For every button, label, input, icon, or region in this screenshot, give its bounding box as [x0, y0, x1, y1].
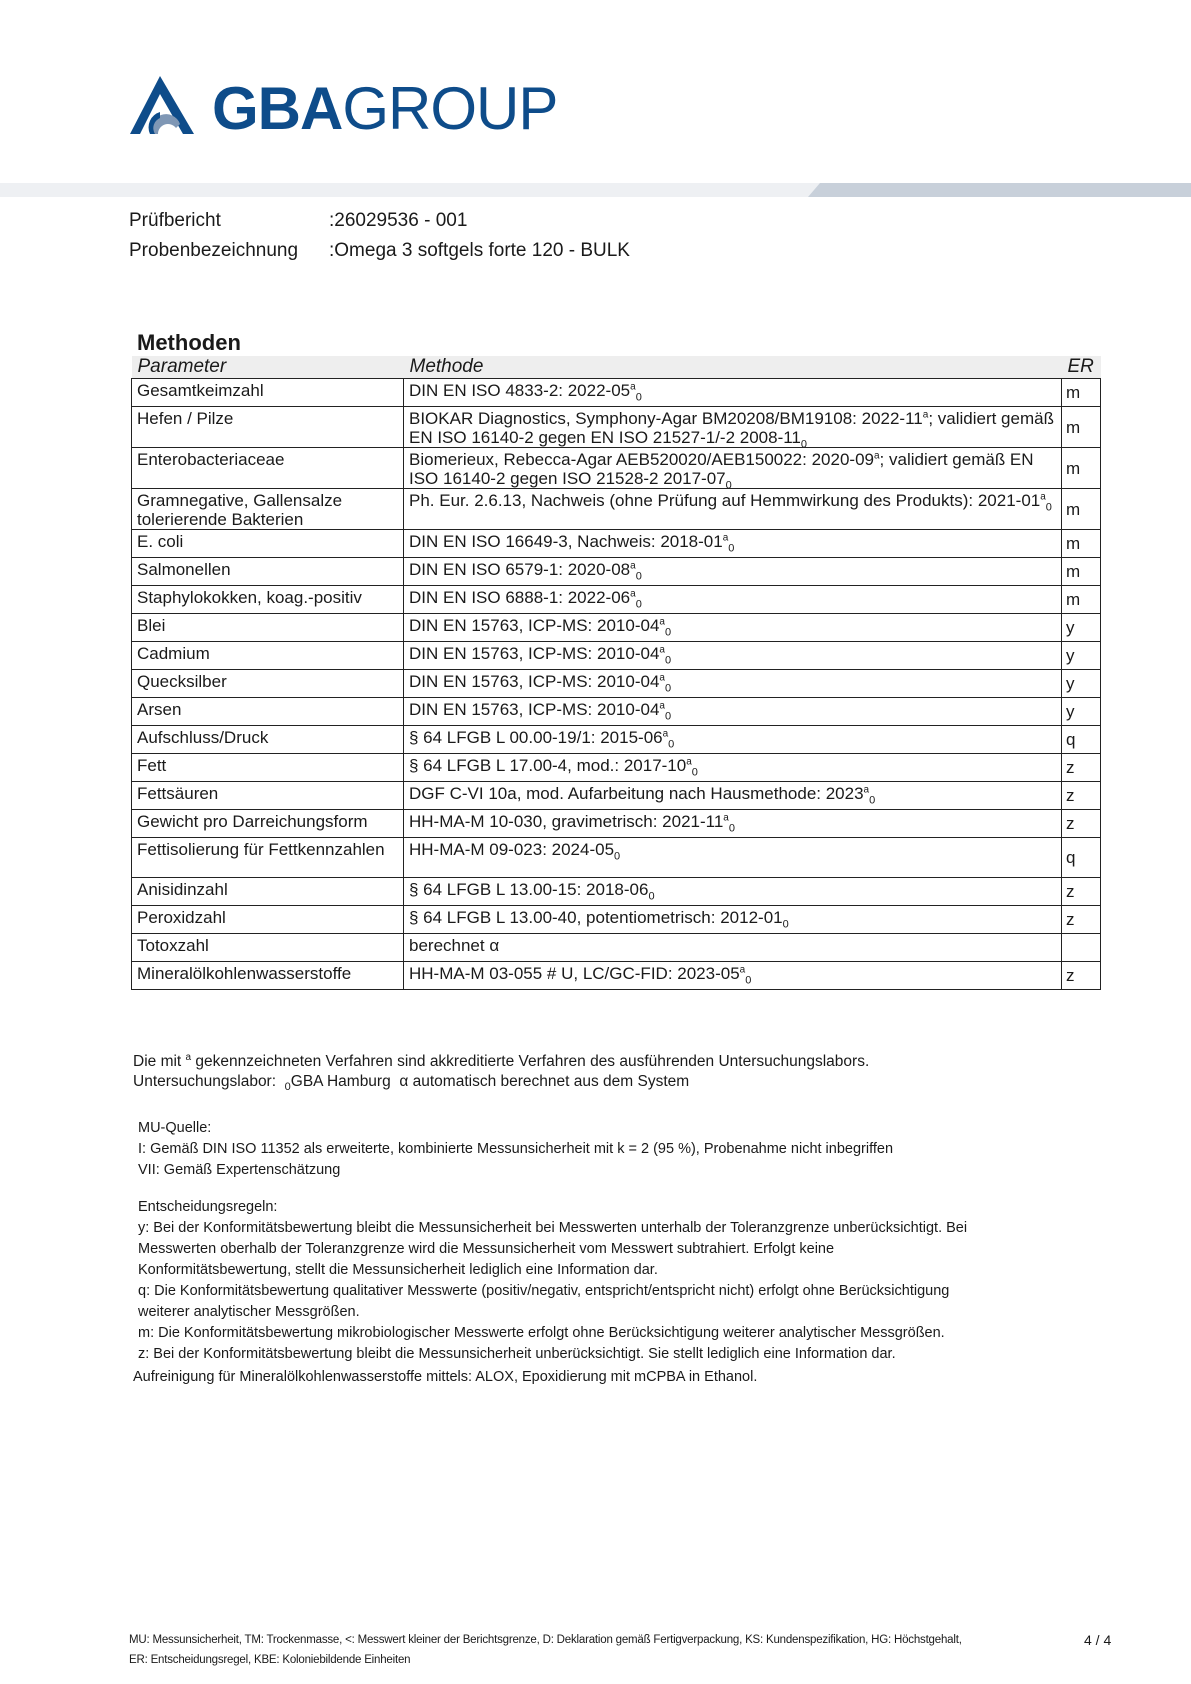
decision-rule-cell: z [1062, 878, 1101, 906]
method-cell: DIN EN 15763, ICP-MS: $2010-04^a_0$ [404, 614, 1062, 642]
method-cell: DIN EN ISO 6579-1: $2020-08^a_0$ [404, 558, 1062, 586]
method-cell: berechnet α [404, 934, 1062, 962]
method-row [132, 407, 1101, 448]
method-row [132, 489, 1101, 530]
parameter-cell: Arsen [132, 698, 404, 726]
method-row [132, 906, 1101, 934]
mu-line: VII: Gemäß Expertenschätzung [138, 1162, 341, 1178]
method-cell: § 64 LFGB L 13.00-15: $2018-06_0$ [404, 878, 1062, 906]
decision-rule-cell: m [1062, 379, 1101, 407]
logo-mark-icon [130, 76, 206, 142]
lab-index: 0 [648, 890, 655, 903]
parameter-cell: Fettisolierung für Fettkennzahlen [132, 838, 404, 878]
company-logo [130, 76, 560, 142]
lab-index: 0 [635, 391, 642, 404]
method-cell: DIN EN ISO 4833-2: $2022-05^a_0$ [404, 379, 1062, 407]
decision-rule-cell: y [1062, 670, 1101, 698]
parameter-cell: Cadmium [132, 642, 404, 670]
method-cell: BIOKAR Diagnostics, Symphony-Agar BM20208/BM19108: 2022-11$^a$; validiert gemäß EN ISO 16140-2 gegen EN ISO 21527-1/-2 $2008-11_0$ [404, 407, 1062, 448]
parameter-cell: Gramnegative, Gallensalze tolerierende Bakterien [132, 489, 404, 530]
method-cell: DIN EN 15763, ICP-MS: $2010-04^a_0$ [404, 698, 1062, 726]
parameter-cell: Mineralölkohlenwasserstoffe [132, 962, 404, 990]
method-row [132, 782, 1101, 810]
accreditation-mark: a [1040, 491, 1046, 503]
rule-line: Konformitätsbewertung, stellt die Messunsicherheit lediglich eine Information dar. [138, 1262, 658, 1278]
accreditation-mark: a [922, 409, 929, 421]
decision-rule-cell [1062, 934, 1101, 962]
accreditation-mark: a [739, 964, 746, 976]
accreditation-mark: a [630, 560, 636, 572]
rule-line: y: Bei der Konformitätsbewertung bleibt die Messunsicherheit bei Messwerten unterhalb der Toleranzgrenze unberücksichtigt. Bei [138, 1220, 968, 1236]
method-cell: Biomerieux, Rebecca-Agar AEB520020/AEB150022: 2020-09$^a$; validiert gemäß EN ISO 16140-2 gegen ISO 21528-2 $2017-07_0$ [404, 448, 1062, 489]
decision-rule-cell: m [1062, 558, 1101, 586]
accreditation-mark: a [686, 756, 692, 768]
method-cell: Ph. Eur. 2.6.13, Nachweis (ohne Prüfung auf Hemmwirkung des Produkts): $2021-01^a_0$ [404, 489, 1062, 530]
parameter-cell: Hefen / Pilze [132, 407, 404, 448]
decision-rule-cell: q [1062, 726, 1101, 754]
decision-rule-cell: z [1062, 754, 1101, 782]
decision-rule-cell: m [1062, 407, 1101, 448]
accreditation-legend [133, 1052, 869, 1092]
rule-line: Messwerten oberhalb der Toleranzgrenze wird die Messunsicherheit vom Messwert subtrahiert. Erfolgt keine [138, 1241, 835, 1257]
lab-index: 0 [664, 710, 672, 723]
decision-rule-cell: m [1062, 586, 1101, 614]
parameter-cell: Salmonellen [132, 558, 404, 586]
accreditation-mark: a [630, 381, 636, 393]
method-row [132, 878, 1101, 906]
method-cell: § 64 LFGB L 00.00-19/1: $2015-06^a_0$ [404, 726, 1062, 754]
accreditation-mark: a [659, 672, 665, 684]
parameter-cell: Fett [132, 754, 404, 782]
method-cell: DIN EN 15763, ICP-MS: $2010-04^a_0$ [404, 670, 1062, 698]
decision-rule-cell: m [1062, 530, 1101, 558]
report-label: Prüfbericht [129, 210, 221, 231]
rule-line: m: Die Konformitätsbewertung mikrobiologischer Messwerte erfolgt ohne Berücksichtigung weiterer analytischer Messgrößen. [138, 1325, 945, 1341]
method-cell: § 64 LFGB L 13.00-40, potentiometrisch: $2012-01_0$ [404, 906, 1062, 934]
lab-index: 0 [725, 479, 732, 492]
accreditation-mark: a [723, 812, 729, 824]
method-row [132, 642, 1101, 670]
decision-rule-cell: m [1062, 448, 1101, 489]
lab-index: 0 [664, 626, 672, 639]
method-row [132, 934, 1101, 962]
lab-index: 0 [668, 738, 675, 751]
accreditation-mark: a [873, 450, 880, 462]
method-cell: DIN EN ISO 6888-1: $2022-06^a_0$ [404, 586, 1062, 614]
lab-index: 0 [1045, 501, 1052, 514]
sample-name-row [129, 239, 630, 263]
footer-abbreviations [129, 1630, 962, 1670]
methods-title: Methoden [137, 330, 241, 355]
accreditation-mark: a [863, 784, 870, 796]
logo-wordmark: GBAGROUP [212, 75, 558, 142]
lab-index: 0 [745, 974, 752, 987]
method-row [132, 379, 1101, 407]
method-cell: § 64 LFGB L 17.00-4, mod.: $2017-10^a_0$ [404, 754, 1062, 782]
method-cell: DGF C-VI 10a, mod. Aufarbeitung nach Hausmethode: $2023^a_0$ [404, 782, 1062, 810]
parameter-cell: E. coli [132, 530, 404, 558]
rule-line: weiterer analytischer Messgrößen. [138, 1304, 360, 1320]
decision-rule-cell: m [1062, 489, 1101, 530]
method-row [132, 754, 1101, 782]
method-row [132, 698, 1101, 726]
report-number-row [129, 209, 468, 233]
decision-rule-cell: y [1062, 698, 1101, 726]
decision-rules-section [138, 1197, 967, 1365]
decision-rule-cell: q [1062, 838, 1101, 878]
lab-index: 0 [800, 438, 808, 451]
method-row [132, 810, 1101, 838]
footer-line: MU: Messunsicherheit, TM: Trockenmasse, <: Messwert kleiner der Berichtsgrenze, D: Deklaration gemäß Fertigverpackung, KS: Kundenspezifikation, HG: Höchstgehalt, [129, 1634, 962, 1646]
rule-line: z: Bei der Konformitätsbewertung bleibt die Messunsicherheit unberücksichtigt. Sie stellt lediglich eine Information dar. [138, 1346, 896, 1362]
column-header-method: Methode [404, 356, 1062, 379]
mu-title: MU-Quelle: [138, 1120, 212, 1136]
header-band [0, 183, 1191, 197]
lab-index: 0 [782, 918, 789, 931]
sample-label: Probenbezeichnung [129, 240, 299, 261]
method-cell: DIN EN ISO 16649-3, Nachweis: $2018-01^a_0$ [404, 530, 1062, 558]
method-row [132, 726, 1101, 754]
mu-line: I: Gemäß DIN ISO 11352 als erweiterte, kombinierte Messunsicherheit mit k = 2 (95 %), Probenahme nicht inbegriffen [138, 1141, 894, 1157]
method-row [132, 530, 1101, 558]
accreditation-mark: a [659, 616, 665, 628]
parameter-cell: Gewicht pro Darreichungsform [132, 810, 404, 838]
rule-line: q: Die Konformitätsbewertung qualitativer Messwerte (positiv/negativ, entspricht/entspricht nicht) erfolgt ohne Berücksichtigung [138, 1283, 950, 1299]
decision-rule-cell: y [1062, 614, 1101, 642]
decision-rule-cell: y [1062, 642, 1101, 670]
lab-index: 0 [635, 570, 642, 583]
accreditation-mark: a [662, 728, 669, 740]
methods-header-row [132, 356, 1101, 379]
column-header-parameter: Parameter [132, 356, 404, 379]
decision-rule-cell: z [1062, 962, 1101, 990]
method-row [132, 670, 1101, 698]
methods-table [131, 356, 1101, 990]
rules-title: Entscheidungsregeln: [138, 1199, 278, 1215]
decision-rule-cell: z [1062, 782, 1101, 810]
parameter-cell: Gesamtkeimzahl [132, 379, 404, 407]
method-row [132, 586, 1101, 614]
lab-index: 0 [691, 766, 698, 779]
parameter-cell: Blei [132, 614, 404, 642]
parameter-cell: Totoxzahl [132, 934, 404, 962]
cleanup-note: Aufreinigung für Mineralölkohlenwasserstoffe mittels: ALOX, Epoxidierung mit mCPBA in Ethanol. [133, 1369, 758, 1385]
lab-index: 0 [664, 682, 672, 695]
decision-rule-cell: z [1062, 810, 1101, 838]
methods-body [132, 379, 1101, 990]
mu-source-section [138, 1118, 893, 1181]
lab-index: 0 [664, 654, 672, 667]
page-number: 4 / 4 [1084, 1632, 1112, 1648]
lab-index: 0 [614, 850, 621, 863]
method-row [132, 962, 1101, 990]
parameter-cell: Enterobacteriaceae [132, 448, 404, 489]
parameter-cell: Aufschluss/Druck [132, 726, 404, 754]
legend-lab: Untersuchungslabor: $_0$GBA Hamburg α automatisch berechnet aus dem System [133, 1073, 690, 1094]
parameter-cell: Anisidinzahl [132, 878, 404, 906]
accreditation-mark: a [630, 588, 636, 600]
accreditation-mark: a [659, 700, 665, 712]
accreditation-mark: a [659, 644, 665, 656]
report-value: :26029536 - 001 [329, 210, 468, 231]
parameter-cell: Peroxidzahl [132, 906, 404, 934]
method-cell: HH-MA-M 03-055 # U, LC/GC-FID: $2023-05^a_0$ [404, 962, 1062, 990]
method-cell: HH-MA-M 09-023: $2024-05_0$ [404, 838, 1062, 878]
accreditation-mark: a [722, 532, 729, 544]
method-row [132, 614, 1101, 642]
lab-index: 0 [728, 822, 735, 835]
footer-line: ER: Entscheidungsregel, KBE: Koloniebildende Einheiten [129, 1654, 411, 1666]
method-cell: DIN EN 15763, ICP-MS: $2010-04^a_0$ [404, 642, 1062, 670]
parameter-cell: Staphylokokken, koag.-positiv [132, 586, 404, 614]
method-cell: HH-MA-M 10-030, gravimetrisch: $2021-11^a_0$ [404, 810, 1062, 838]
lab-index: 0 [635, 598, 642, 611]
lab-index: 0 [728, 542, 735, 555]
sample-value: :Omega 3 softgels forte 120 - BULK [329, 240, 630, 261]
method-row [132, 558, 1101, 586]
decision-rule-cell: z [1062, 906, 1101, 934]
method-row [132, 838, 1101, 878]
method-row [132, 448, 1101, 489]
parameter-cell: Quecksilber [132, 670, 404, 698]
lab-index: 0 [869, 794, 876, 807]
parameter-cell: Fettsäuren [132, 782, 404, 810]
column-header-er: ER [1062, 356, 1101, 379]
legend-accredited: Die mit $^a$ gekennzeichneten Verfahren sind akkreditierte Verfahren des ausführenden Untersuchungslabors. [133, 1051, 870, 1070]
